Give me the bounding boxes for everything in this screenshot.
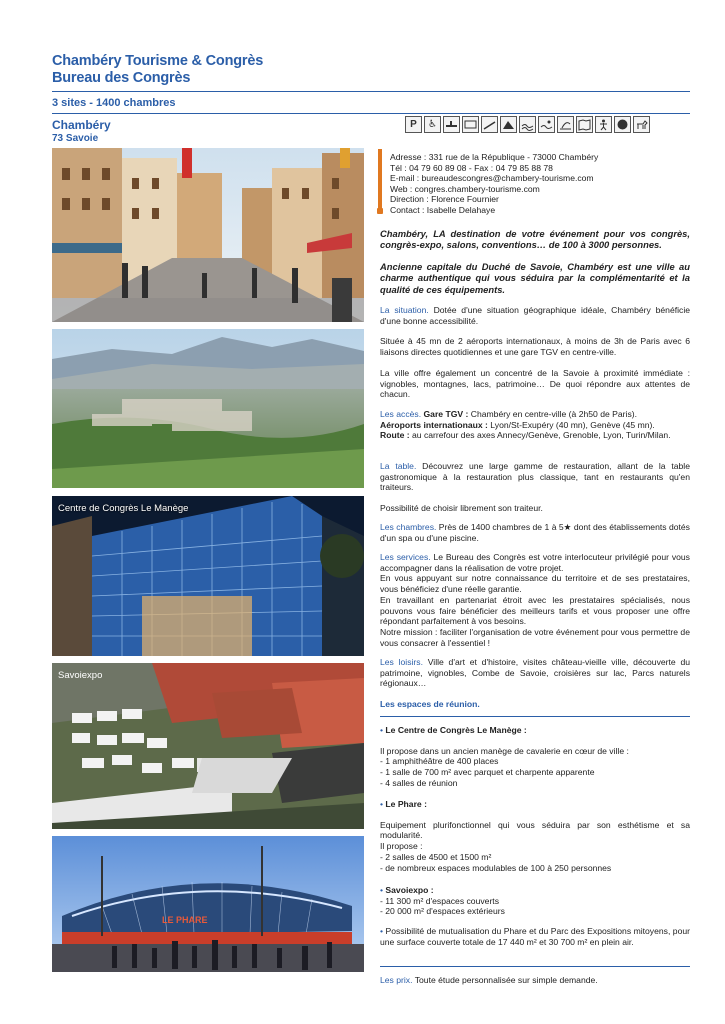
savoiexpo-item-1: - 11 300 m² d'espaces couverts — [380, 895, 499, 906]
contact-accent-bar — [378, 149, 382, 212]
table-p2: Possibilité de choisir librement son traiteur. — [380, 503, 543, 514]
prix-section — [380, 975, 690, 986]
chambres-text: Près de 1400 chambres de 1 à 5★ dont des établissements dotés d'un spa ou d'une piscine. — [380, 522, 690, 543]
contact-person: Contact : Isabelle Delahaye — [390, 204, 496, 215]
page-title — [52, 53, 263, 87]
situation-label: La situation. — [380, 305, 429, 315]
title-line-2: Bureau des Congrès — [52, 70, 191, 86]
acces-road-label: Route : — [380, 430, 410, 441]
situation-section — [380, 305, 690, 400]
manege-section — [380, 725, 690, 789]
phare-title: Le Phare : — [383, 799, 427, 809]
contact-email[interactable]: E-mail : bureaudescongres@chambery-tourisme.com — [390, 173, 594, 184]
acces-tgv: Chambéry en centre-ville (à 2h50 de Paris). — [468, 409, 637, 419]
le-phare-photo — [52, 836, 364, 972]
mutualisation-section — [380, 926, 690, 947]
intro-text — [380, 228, 690, 295]
phare-p1: Equipement plurifonctionnel qui vous séduira par son esthétisme et sa modularité. — [380, 819, 690, 841]
le-manege-photo — [52, 496, 364, 656]
acces-air-label: Aéroports internationaux : — [380, 419, 488, 430]
acces-road: au carrefour des axes Annecy/Genève, Grenoble, Lyon, Turin/Milan. — [409, 430, 671, 441]
old-town-street-photo — [52, 148, 364, 322]
savoiexpo-title: Savoiexpo : — [383, 885, 434, 895]
contact-address: Adresse : 331 rue de la République - 73000 Chambéry — [390, 152, 599, 162]
city-aerial-photo — [52, 329, 364, 488]
le-phare-sign: LE PHARE — [162, 915, 208, 925]
department: 73 Savoie — [52, 133, 99, 144]
savoiexpo-section — [380, 885, 690, 917]
city-name: Chambéry — [52, 118, 111, 132]
phare-bullet: • — [380, 799, 384, 809]
services-p1: Le Bureau des Congrès est votre interlocuteur privilégié pour vous accompagner dans la réalisation de votre projet. — [380, 552, 690, 573]
le-manege-caption: Centre de Congrès Le Manège — [58, 503, 189, 514]
espaces-rule — [380, 716, 690, 717]
situation-p2: Située à 45 mn de 2 aéroports internationaux, à moins de 3h de Paris avec 6 liaisons directes quotidiennes et une gare TGV en centre-ville. — [380, 336, 690, 358]
phare-section — [380, 799, 690, 873]
loisirs-section — [380, 657, 690, 689]
contact-phone: Tél : 04 79 60 89 08 - Fax : 04 79 85 88 78 — [390, 162, 553, 173]
subtitle: 3 sites - 1400 chambres — [52, 97, 176, 109]
dining-icon — [443, 116, 460, 133]
manege-item-3: - 4 salles de réunion — [380, 777, 458, 788]
acces-section — [380, 409, 690, 441]
amenity-icons — [405, 116, 691, 136]
savoiexpo-item-2: - 20 000 m² d'espaces extérieurs — [380, 906, 505, 917]
savoiexpo-photo — [52, 663, 364, 829]
table-label: La table. — [380, 461, 417, 471]
contact-direction: Direction : Florence Fournier — [390, 194, 499, 205]
services-p2: En vous appuyant sur notre connaissance du territoire et de ses prestataires, vous bénéficiez d'une réelle garantie. — [380, 573, 690, 595]
savoiexpo-caption: Savoiexpo — [58, 670, 103, 681]
intro-2: Ancienne capitale du Duché de Savoie, Chambéry est une ville au charme authentique qui vous séduira par la complémentarité et la qualité de ces équipements. — [380, 260, 690, 295]
manege-intro: Il propose dans un ancien manège de cavalerie en cœur de ville : — [380, 745, 629, 756]
espaces-heading — [380, 699, 690, 710]
pool-icon — [538, 116, 555, 133]
map-icon — [576, 116, 593, 133]
parking-icon: P — [405, 116, 422, 133]
mountain-icon — [500, 116, 517, 133]
horse-icon — [633, 116, 650, 133]
chambres-section — [380, 522, 690, 543]
contact-block — [390, 152, 598, 216]
sport-icon — [614, 116, 631, 133]
prix-rule — [380, 966, 690, 967]
phare-intro: Il propose : — [380, 841, 423, 852]
manege-item-2: - 1 salle de 700 m² avec parquet et charpente apparente — [380, 767, 595, 778]
savoiexpo-bullet: • — [380, 885, 384, 895]
acces-tgv-label: Gare TGV : — [421, 409, 469, 419]
phare-item-2: - de nombreux espaces modulables de 100 à 250 personnes — [380, 862, 612, 873]
prix-text: Toute étude personnalisée sur simple demande. — [412, 975, 598, 985]
manege-title: Le Centre de Congrès Le Manège : — [383, 725, 527, 735]
intro-1: Chambéry, LA destination de votre événement pour vos congrès, congrès-expo, salons, conventions… de 100 à 3000 personnes. — [380, 228, 690, 251]
wheelchair-icon: ♿ — [424, 116, 441, 133]
table-p1: Découvrez une large gamme de restauration, allant de la table gastronomique à la restauration plus classique, tant en restaurants qu'en traiteurs. — [380, 461, 690, 493]
chambres-label: Les chambres. — [380, 522, 437, 532]
beach-icon — [557, 116, 574, 133]
contact-web[interactable]: Web : congres.chambery-tourisme.com — [390, 183, 540, 194]
manege-item-1: - 1 amphithéâtre de 400 places — [380, 756, 499, 767]
loisirs-label: Les loisirs. — [380, 657, 423, 667]
phare-item-1: - 2 salles de 4500 et 1500 m² — [380, 851, 492, 862]
services-label: Les services. — [380, 552, 431, 562]
espaces-label: Les espaces de réunion. — [380, 699, 480, 709]
acces-air: Lyon/St-Exupéry (40 mn), Genève (45 mn). — [487, 419, 655, 430]
mutualisation-text: Possibilité de mutualisation du Phare et du Parc des Expositions mitoyens, pour une surface couverte totale de 17 440 m² et 30 700 m² en plein air. — [380, 926, 690, 947]
table-section — [380, 461, 690, 514]
acces-label: Les accès. — [380, 409, 422, 419]
services-p4: Notre mission : faciliter l'organisation de votre événement pour vous permettre de vous consacrer à l'essentiel ! — [380, 626, 690, 648]
tv-icon — [462, 116, 479, 133]
ski-icon — [481, 116, 498, 133]
services-section — [380, 552, 690, 648]
mutualisation-bullet: • — [380, 926, 384, 936]
title-line-1: Chambéry Tourisme & Congrès — [52, 53, 264, 69]
prix-label: Les prix. — [380, 975, 413, 985]
manege-bullet: • — [380, 725, 384, 735]
gym-icon — [595, 116, 612, 133]
services-p3: En travaillant en partenariat étroit avec les prestataires spécialisés, nous pouvons vous faire bénéficier des meilleurs tarifs et vous proposer une offre répondant parfaitement à vos besoins. — [380, 594, 690, 627]
subtitle-rule — [52, 113, 690, 114]
header-rule — [52, 91, 690, 92]
situation-p3: La ville offre également un concentré de la Savoie à proximité immédiate : vignobles, montagnes, lacs, patrimoine… De quoi répondre aux attentes de chacun. — [380, 367, 690, 400]
loisirs-text: Ville d'art et d'histoire, visites château-vieille ville, découverte du patrimoine, vignobles, Combe de Savoie, croisières sur lac, Parcs naturels régionaux… — [380, 657, 690, 689]
contact-accent-dot — [377, 208, 383, 214]
lake-icon — [519, 116, 536, 133]
situation-p1: Dotée d'une situation géographique idéale, Chambéry bénéficie d'une bonne accessibilité. — [380, 305, 691, 326]
